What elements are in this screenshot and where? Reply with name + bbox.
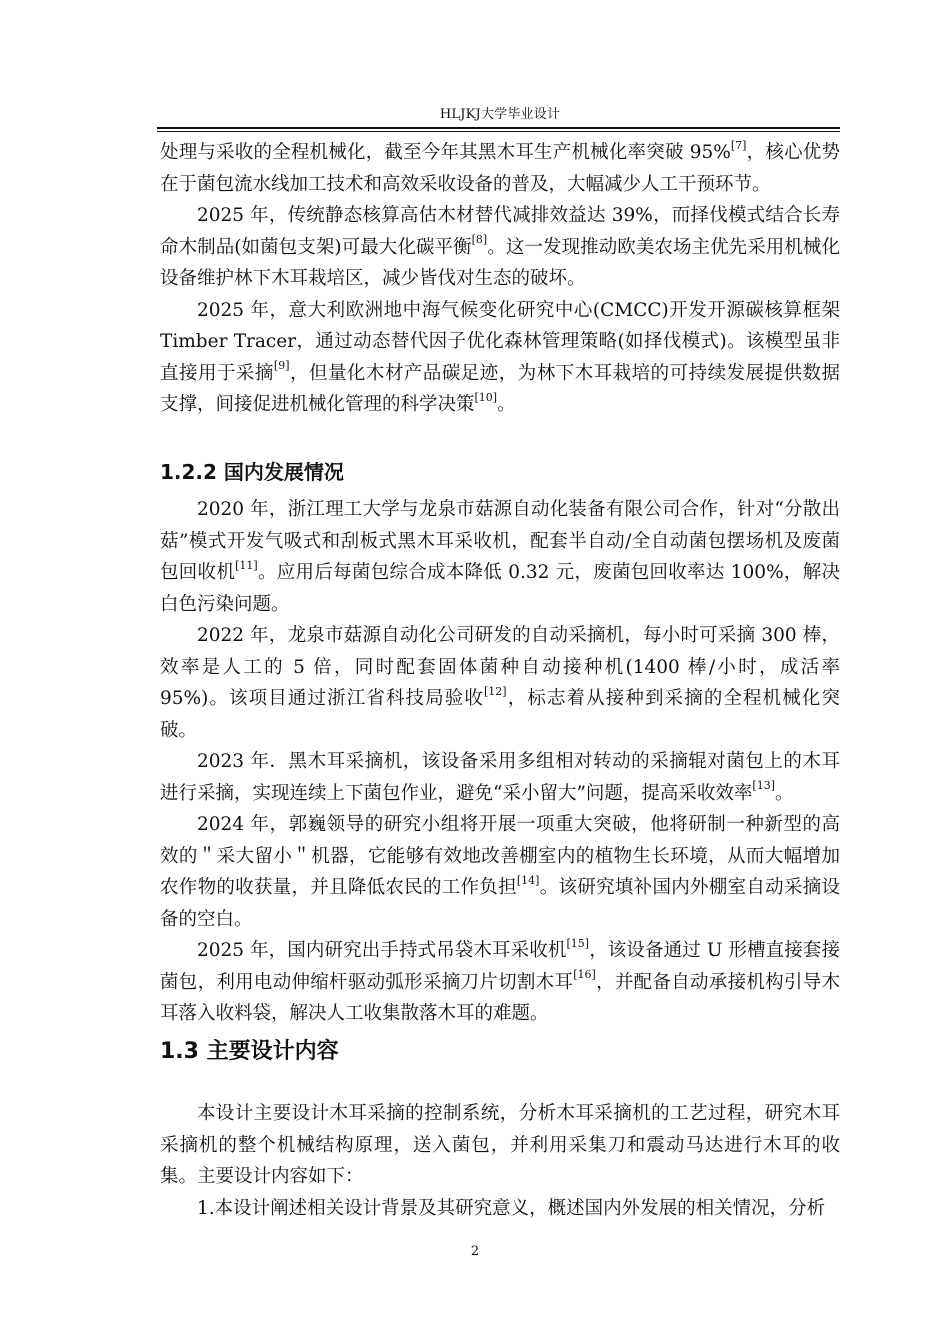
paragraph: 2020 年，浙江理工大学与龙泉市菇源自动化装备有限公司合作，针对“分散出菇”模式开发气吸式和刮板式黑木耳采收机，配套半自动/全自动菌包摆场机及废菌包回收机[11]。应用后每菌包综合成本降低 0.32 元，废菌包回收率达 100%，解决白色污染问题。 — [160, 499, 840, 615]
paragraph: 2025 年，传统静态核算高估木材替代减排效益达 39%，而择伐模式结合长寿命木制品(如菌包支架)可最大化碳平衡[8]。这一发现推动欧美农场主优先采用机械化设备维护林下木耳栽培区，减少皆伐对生态的破坏。 — [160, 205, 840, 289]
section-heading-1-3: 1.3 主要设计内容 — [160, 1039, 339, 1064]
paragraph: 2022 年，龙泉市菇源自动化公司研发的自动采摘机，每小时可采摘 300 棒，效率是人工的 5 倍，同时配套固体菌种自动接种机(1400 棒/小时，成活率 95%)。该项目通过浙江省科技局验收[12]，标志着从接种到采摘的全程机械化突破。 — [160, 625, 840, 741]
header-rule-thin — [157, 131, 840, 132]
citation: [12] — [484, 684, 507, 698]
page-number: 2 — [470, 1244, 480, 1259]
body-block-2 — [160, 494, 840, 1030]
citation: [16] — [573, 968, 596, 982]
citation: [9] — [273, 359, 290, 373]
paragraph: 2023 年．黑木耳采摘机，该设备采用多组相对转动的采摘辊对菌包上的木耳进行采摘，实现连续上下菌包作业，避免“采小留大”问题，提高采收效率[13]。 — [160, 751, 840, 804]
citation: [15] — [566, 936, 590, 950]
paragraph: 2024 年，郭巍领导的研究小组将开展一项重大突破，他将研制一种新型的高效的＂采大留小＂机器，它能够有效地改善棚室内的植物生长环境，从而大幅增加农作物的收获量，并且降低农民的工作负担[14]。该研究填补国内外棚室自动采摘设备的空白。 — [160, 814, 840, 930]
paragraph: 处理与采收的全程机械化，截至今年其黑木耳生产机械化率突破 95%[7]，核心优势在于菌包流水线加工技术和高效采收设备的普及，大幅减少人工干预环节。 — [160, 138, 840, 195]
paragraph: 1.本设计阐述相关设计背景及其研究意义，概述国内外发展的相关情况，分析 — [197, 1197, 826, 1219]
citation: [10] — [474, 390, 498, 404]
citation: [8] — [471, 233, 488, 247]
paragraph: 2025 年，意大利欧洲地中海气候变化研究中心(CMCC)开发开源碳核算框架 Timber Tracer，通过动态替代因子优化森林管理策略(如择伐模式)。该模型虽非直接用于采摘[9]，但量化木材产品碳足迹，为林下木耳栽培的可持续发展提供数据支撑，间接促进机械化管理的科学决策[10]。 — [160, 299, 840, 415]
running-header: HLJKJ大学毕业设计 — [439, 107, 561, 122]
paragraph: 2025 年，国内研究出手持式吊袋木耳采收机[15]，该设备通过 U 形槽直接套接菌包，利用电动伸缩杆驱动弧形采摘刀片切割木耳[16]，并配备自动承接机构引导木耳落入收料袋，解决人工收集散落木耳的难题。 — [160, 936, 840, 1024]
section-heading-1-2-2: 1.2.2 国内发展情况 — [160, 460, 344, 484]
body-block-3 — [160, 1098, 840, 1224]
citation: [14] — [516, 873, 540, 887]
citation: [13] — [752, 779, 776, 793]
citation: [11] — [235, 558, 258, 572]
body-block-1 — [160, 137, 840, 421]
citation: [7] — [730, 138, 747, 152]
paragraph: 本设计主要设计木耳采摘的控制系统，分析木耳采摘机的工艺过程，研究木耳采摘机的整个机械结构原理，送入菌包，并利用采集刀和震动马达进行木耳的收集。主要设计内容如下： — [160, 1103, 840, 1187]
header-rule — [157, 127, 840, 129]
